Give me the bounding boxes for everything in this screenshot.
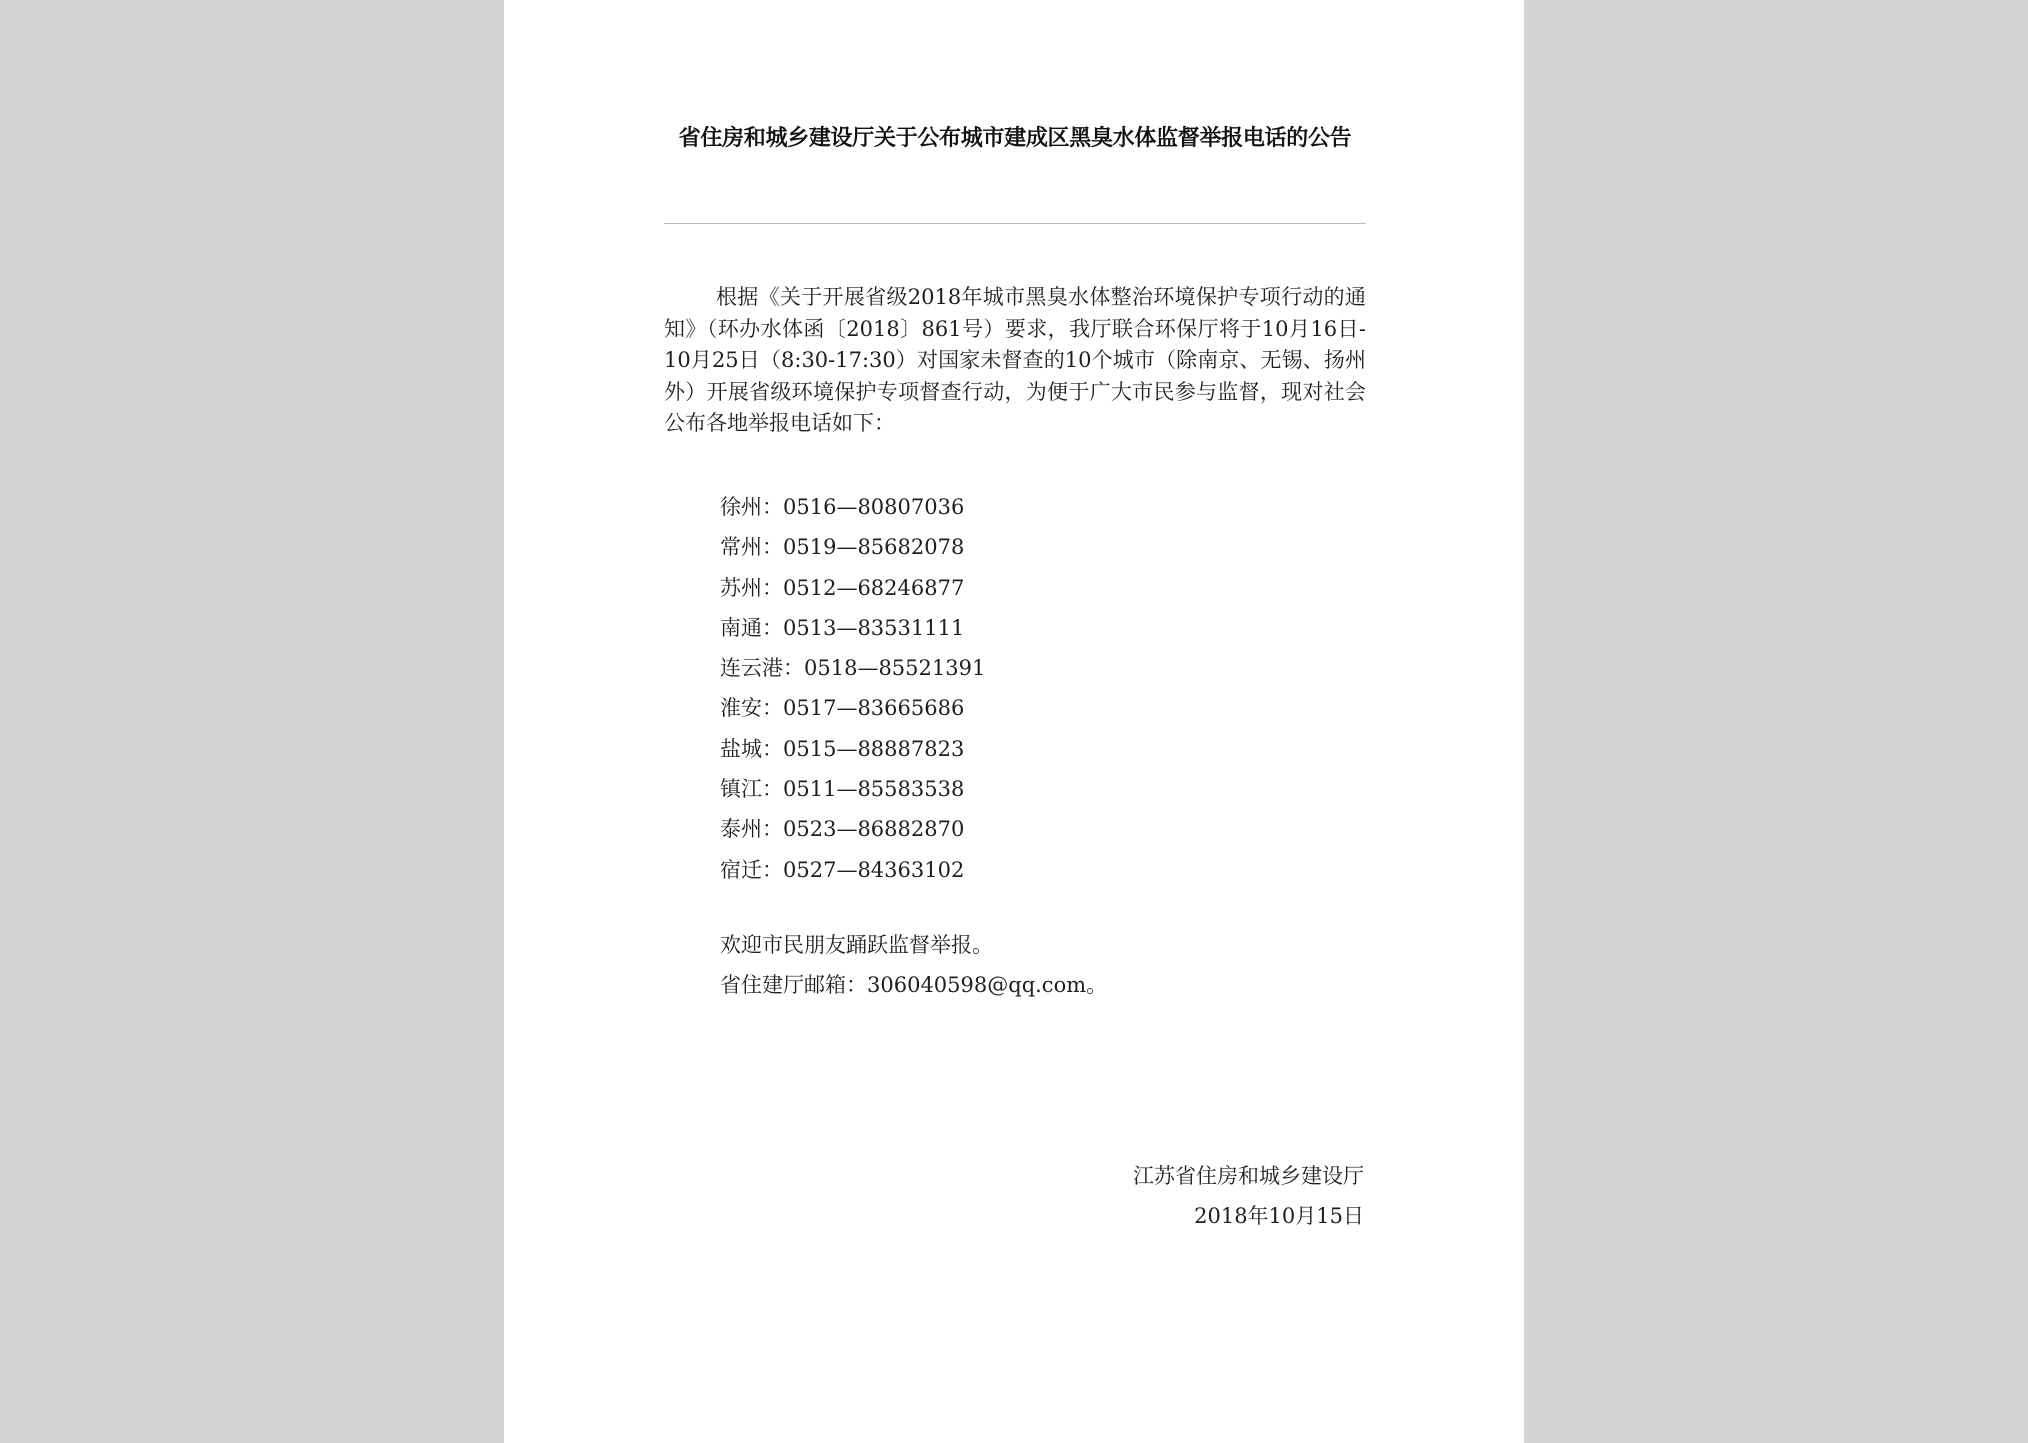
signature-block: [1133, 1156, 1364, 1236]
hotline-item: 苏州：0512—68246877: [720, 575, 965, 600]
hotline-item: 宿迁：0527—84363102: [720, 857, 965, 882]
hotline-list: [720, 487, 985, 890]
document-title: 省住房和城乡建设厅关于公布城市建成区黑臭水体监督举报电话的公告: [678, 126, 1352, 151]
email-line: 省住建厅邮箱：306040598@qq.com。: [720, 973, 1108, 997]
body-paragraph: 根据《关于开展省级2018年城市黑臭水体整治环境保护专项行动的通知》（环办水体函〔2018〕861号）要求，我厅联合环保厅将于10月16日-10月25日（8:30-17:30）对国家未督查的10个城市（除南京、无锡、扬州外）开展省级环境保护专项督查行动，为便于广大市民参与监督，现对社会公布各地举报电话如下：: [664, 285, 1366, 435]
hotline-item: 徐州：0516—80807036: [720, 495, 965, 519]
hotline-item: 镇江：0511—85583538: [720, 777, 965, 802]
title-divider: [664, 223, 1366, 224]
closing-block: [720, 925, 1107, 1005]
hotline-item: 常州：0519—85682078: [720, 535, 965, 560]
hotline-item: 南通：0513—83531111: [720, 615, 965, 640]
document-page: [504, 0, 1524, 1443]
hotline-item: 淮安：0517—83665686: [720, 696, 965, 721]
signature-date: 2018年10月15日: [1194, 1204, 1364, 1228]
hotline-item: 盐城：0515—88887823: [720, 736, 965, 761]
hotline-item: 泰州：0523—86882870: [720, 817, 965, 842]
closing-line: 欢迎市民朋友踊跃监督举报。: [720, 933, 993, 957]
hotline-item: 连云港：0518—85521391: [720, 656, 986, 681]
signature-org: 江苏省住房和城乡建设厅: [1133, 1164, 1364, 1188]
